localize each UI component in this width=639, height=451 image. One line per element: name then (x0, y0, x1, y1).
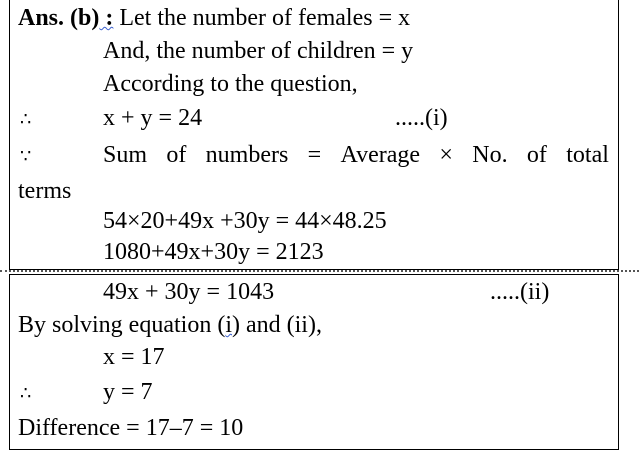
equation-one: x + y = 24 (103, 105, 203, 131)
word: No. (472, 142, 508, 168)
because-symbol: ∵ (20, 146, 32, 167)
equation-two: 49x + 30y = 1043 (103, 279, 275, 305)
word: of (526, 142, 547, 168)
simplified-equation: 1080+49x+30y = 2123 (103, 239, 324, 265)
word: Average (340, 142, 421, 168)
difference-line: Difference = 17–7 = 10 (18, 415, 244, 441)
answer-label: Ans. (b) (18, 5, 100, 31)
terms-word: terms (18, 178, 72, 204)
answer-heading-line (18, 4, 410, 32)
answer-colon: : (99, 5, 114, 31)
equation-two-tag: .....(ii) (490, 279, 550, 305)
therefore-symbol-2: ∴ (20, 383, 32, 404)
word: = (307, 142, 322, 168)
weighted-sum-equation: 54×20+49x +30y = 44×48.25 (103, 208, 387, 234)
word: numbers (205, 142, 289, 168)
solving-line (18, 311, 322, 339)
solving-text-i: i (225, 312, 232, 338)
solving-text-end: ) and (ii), (232, 312, 322, 338)
word: of (166, 142, 187, 168)
page-break-divider (0, 270, 639, 272)
word: Sum (103, 142, 148, 168)
therefore-symbol: ∴ (20, 109, 32, 130)
x-value: x = 17 (103, 344, 165, 370)
word: total (566, 142, 609, 168)
children-definition: And, the number of children = y (103, 38, 414, 64)
solving-text-start: By solving equation ( (18, 312, 226, 338)
according-line: According to the question, (103, 71, 358, 97)
sum-average-line (103, 141, 609, 169)
y-value: y = 7 (103, 379, 153, 405)
equation-one-tag: .....(i) (395, 105, 448, 131)
word: × (439, 142, 453, 168)
females-definition: Let the number of females = x (113, 5, 411, 31)
